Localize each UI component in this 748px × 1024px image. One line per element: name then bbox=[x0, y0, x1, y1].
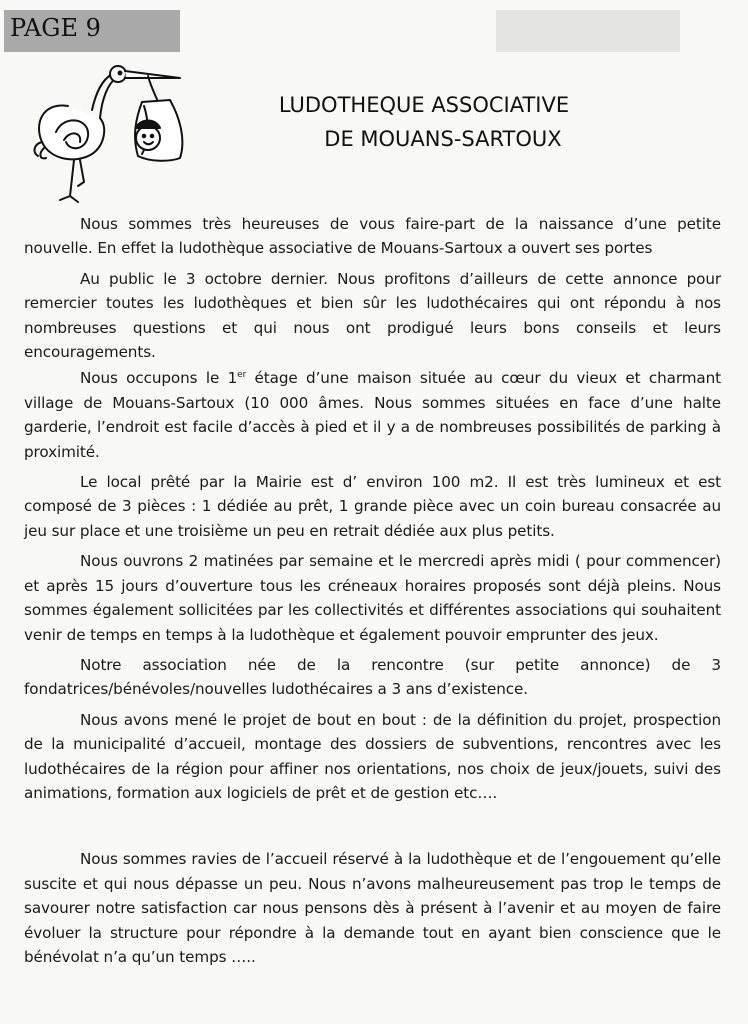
paragraph-association: Notre association née de la rencontre (sur petite annonce) de 3 fondatrices/bénévoles/nouvelles ludothécaires a 3 ans d’existence. bbox=[24, 655, 721, 699]
paragraph-location bbox=[24, 366, 721, 464]
article-body bbox=[24, 212, 721, 975]
ordinal-superscript: er bbox=[237, 370, 247, 381]
paragraph-opening-hours: Nous ouvrons 2 matinées par semaine et le mercredi après midi ( pour commencer) et après 15 jours d’ouverture tous les créneaux horaires proposés sont déjà pleins. Nous sommes également sollicitées par les collectivités et différentes associations qui souhaitent venir de temps en temps à la ludothèque et également pouvoir emprunter des jeux. bbox=[24, 552, 721, 644]
paragraph-premises: Le local prêté par la Mairie est d’ environ 100 m2. Il est très lumineux et est composé de 3 pièces : 1 dédiée au prêt, 1 grande pièce avec un coin bureau consacrée au jeu sur place et une troisième un peu en retrait dédiée aux plus petits. bbox=[24, 473, 721, 540]
bleed-through-tab bbox=[496, 10, 680, 52]
page-number-label: PAGE 9 bbox=[4, 10, 180, 52]
document-title bbox=[250, 88, 610, 156]
title-line-2: DE MOUANS-SARTOUX bbox=[324, 127, 562, 151]
title-line-1: LUDOTHEQUE ASSOCIATIVE bbox=[278, 93, 570, 117]
location-text-start: Nous occupons le 1 bbox=[80, 369, 238, 388]
paragraph-conclusion: Nous sommes ravies de l’accueil réservé à la ludothèque et de l’engouement qu’elle suscite et qui nous dépasse un peu. Nous n’avons malheureusement pas trop le temps de savourer notre satisfaction car nous pensons dès à présent à l’avenir et au moyen de faire évoluer la structure pour répondre à la demande tout en ayant bien conscience que le bénévolat n’a qu’un temps ….. bbox=[24, 850, 721, 966]
paragraph-opening: Au public le 3 octobre dernier. Nous profitons d’ailleurs de cette annonce pour remercier toutes les ludothèques et bien sûr les ludothécaires qui ont répondu à nos nombreuses questions et qui nous ont prodigué leurs bons conseils et leurs encouragements. bbox=[24, 269, 721, 362]
paragraph-project: Nous avons mené le projet de bout en bout : de la définition du projet, prospection de la municipalité d’accueil, montage des dossiers de subventions, rencontres avec les ludothécaires de la région pour affiner nos orientations, nos choix de jeux/jouets, suivi des animations, formation aux logiciels de prêt et de gestion etc…. bbox=[24, 710, 721, 802]
stork-with-baby-illustration bbox=[30, 62, 200, 210]
location-text-end: étage d’une maison située au cœur du vieux et charmant village de Mouans-Sartoux (10 000 âmes. Nous sommes situées en face d’une halte garderie, l’endroit est facile d’accès à pied et il y a de nombreuses possibilités de parking à proximité. bbox=[24, 369, 721, 461]
paragraph-intro: Nous sommes très heureuses de vous faire-part de la naissance d’une petite nouvelle. En effet la ludothèque associative de Mouans-Sartoux a ouvert ses portes bbox=[24, 215, 721, 258]
